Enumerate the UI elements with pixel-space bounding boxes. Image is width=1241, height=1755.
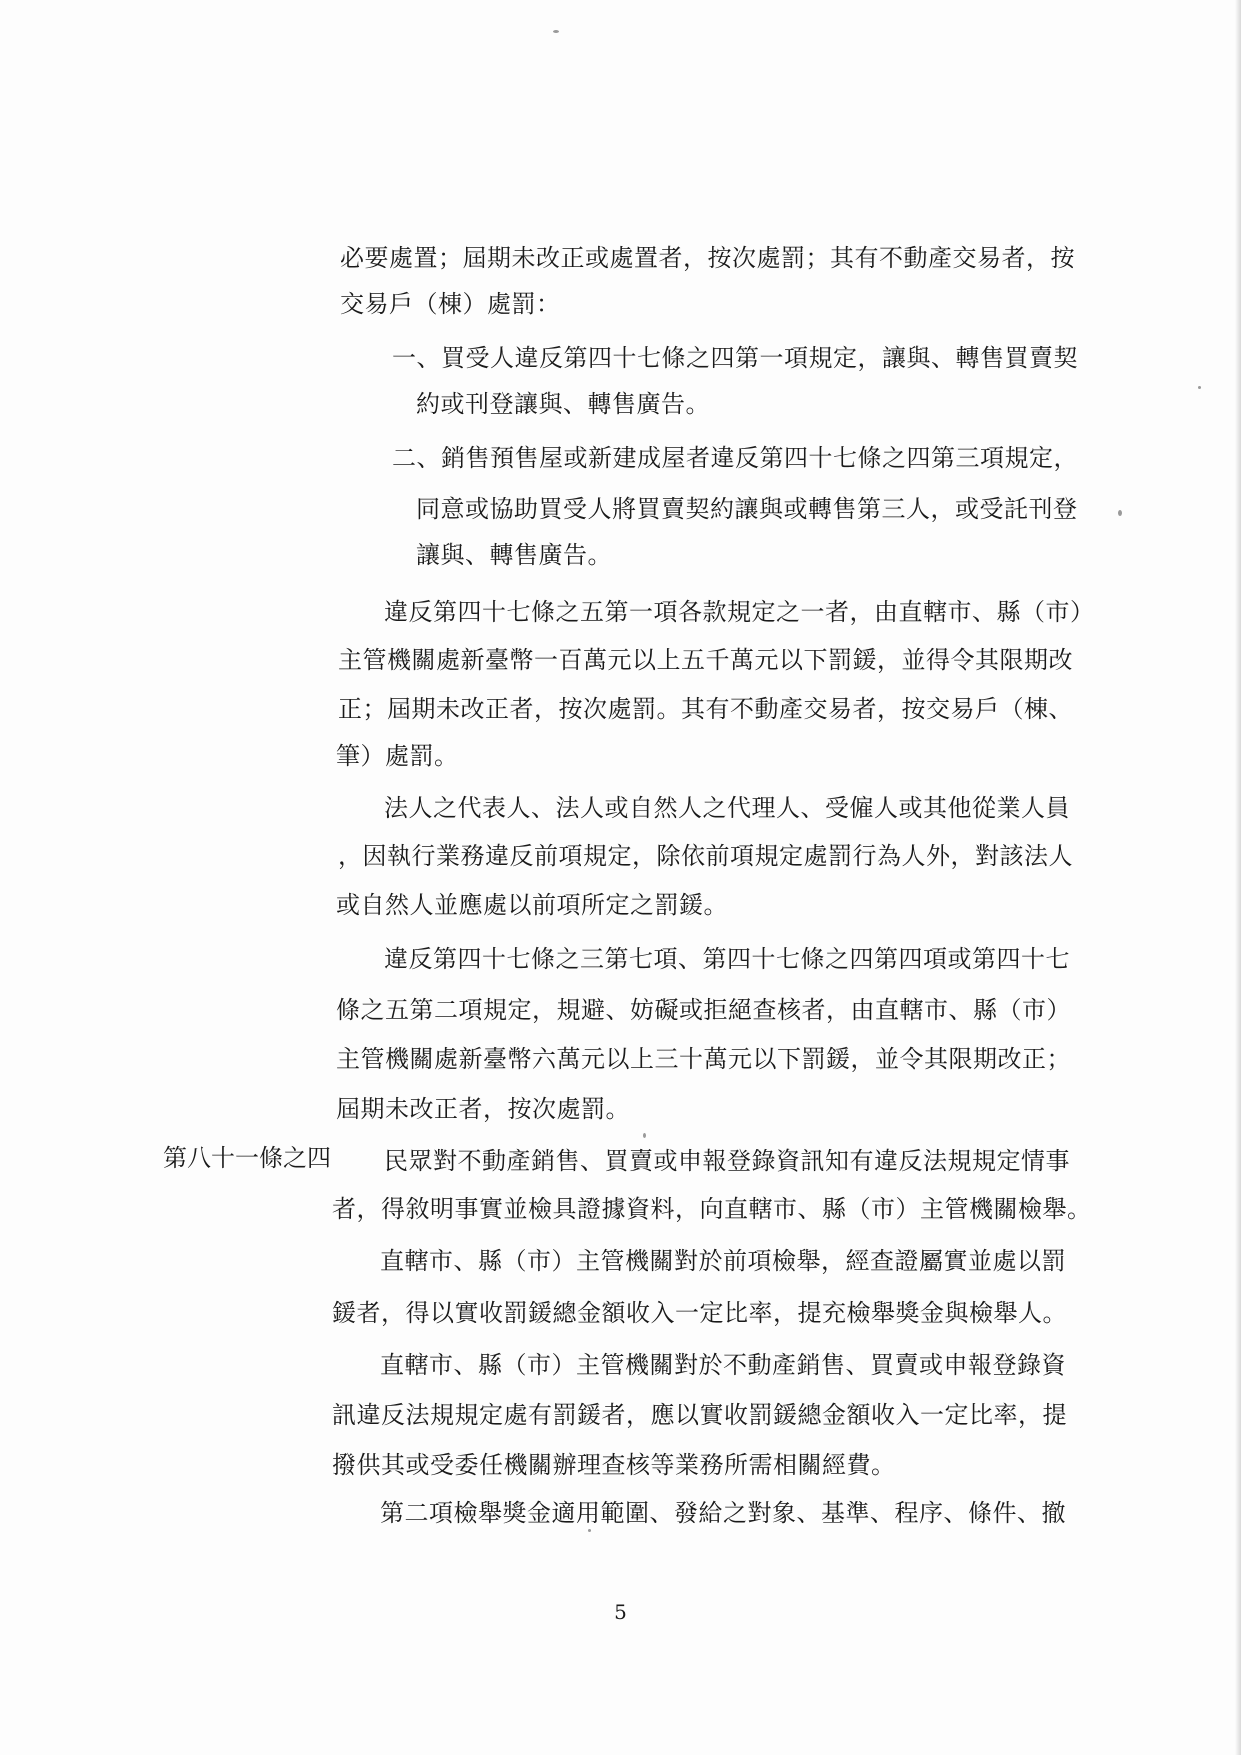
scan-speck: [553, 30, 559, 33]
text-line: 正；屆期未改正者，按次處罰。其有不動產交易者，按交易戶（棟、: [338, 695, 1073, 723]
text-line: 違反第四十七條之三第七項、第四十七條之四第四項或第四十七: [384, 945, 1070, 973]
scan-speck: [588, 1529, 591, 1532]
text-line: 鍰者，得以實收罰鍰總金額收入一定比率，提充檢舉獎金與檢舉人。: [332, 1299, 1067, 1327]
text-line: 約或刊登讓與、轉售廣告。: [416, 390, 710, 418]
page-number: 5: [614, 1600, 627, 1624]
text-line: 主管機關處新臺幣六萬元以上三十萬元以下罰鍰，並令其限期改正；: [336, 1045, 1071, 1073]
text-line: 條之五第二項規定，規避、妨礙或拒絕查核者，由直轄市、縣（市）: [336, 996, 1071, 1024]
text-line: 筆）處罰。: [336, 742, 459, 770]
text-line: 主管機關處新臺幣一百萬元以上五千萬元以下罰鍰，並得令其限期改: [338, 646, 1073, 674]
article-label: 第八十一條之四: [163, 1144, 331, 1172]
text-line: 撥供其或受委任機關辦理查核等業務所需相關經費。: [332, 1451, 896, 1479]
text-line: 屆期未改正者，按次處罰。: [336, 1095, 630, 1123]
text-line: 一、買受人違反第四十七條之四第一項規定，讓與、轉售買賣契: [392, 344, 1078, 372]
text-line: 法人之代表人、法人或自然人之代理人、受僱人或其他從業人員: [384, 794, 1070, 822]
scan-speck: [1198, 386, 1201, 389]
text-line: 直轄市、縣（市）主管機關對於不動產銷售、買賣或申報登錄資: [380, 1351, 1066, 1379]
text-line: 二、銷售預售屋或新建成屋者違反第四十七條之四第三項規定，: [392, 444, 1078, 472]
text-line: 讓與、轉售廣告。: [416, 541, 612, 569]
text-line: 同意或協助買受人將買賣契約讓與或轉售第三人，或受託刊登: [416, 495, 1078, 523]
text-line: 訊違反法規規定處有罰鍰者，應以實收罰鍰總金額收入一定比率，提: [332, 1401, 1067, 1429]
text-line: 違反第四十七條之五第一項各款規定之一者，由直轄市、縣（市）: [384, 598, 1095, 626]
text-line: 必要處置；屆期未改正或處置者，按次處罰；其有不動產交易者，按: [340, 244, 1075, 272]
text-line: 第二項檢舉獎金適用範圍、發給之對象、基準、程序、條件、撤: [380, 1499, 1066, 1527]
text-line: 民眾對不動產銷售、買賣或申報登錄資訊知有違反法規規定情事: [384, 1147, 1070, 1175]
text-line: 者，得敘明事實並檢具證據資料，向直轄市、縣（市）主管機關檢舉。: [332, 1195, 1092, 1223]
scan-speck: [1118, 510, 1122, 516]
text-line: 或自然人並應處以前項所定之罰鍰。: [336, 891, 728, 919]
scan-edge-shadow: [1235, 0, 1241, 1755]
text-line: ，因執行業務違反前項規定，除依前項規定處罰行為人外，對該法人: [338, 842, 1073, 870]
scan-speck: [643, 1133, 646, 1138]
text-line: 直轄市、縣（市）主管機關對於前項檢舉，經查證屬實並處以罰: [380, 1247, 1066, 1275]
text-line: 交易戶（棟）處罰：: [340, 290, 561, 318]
